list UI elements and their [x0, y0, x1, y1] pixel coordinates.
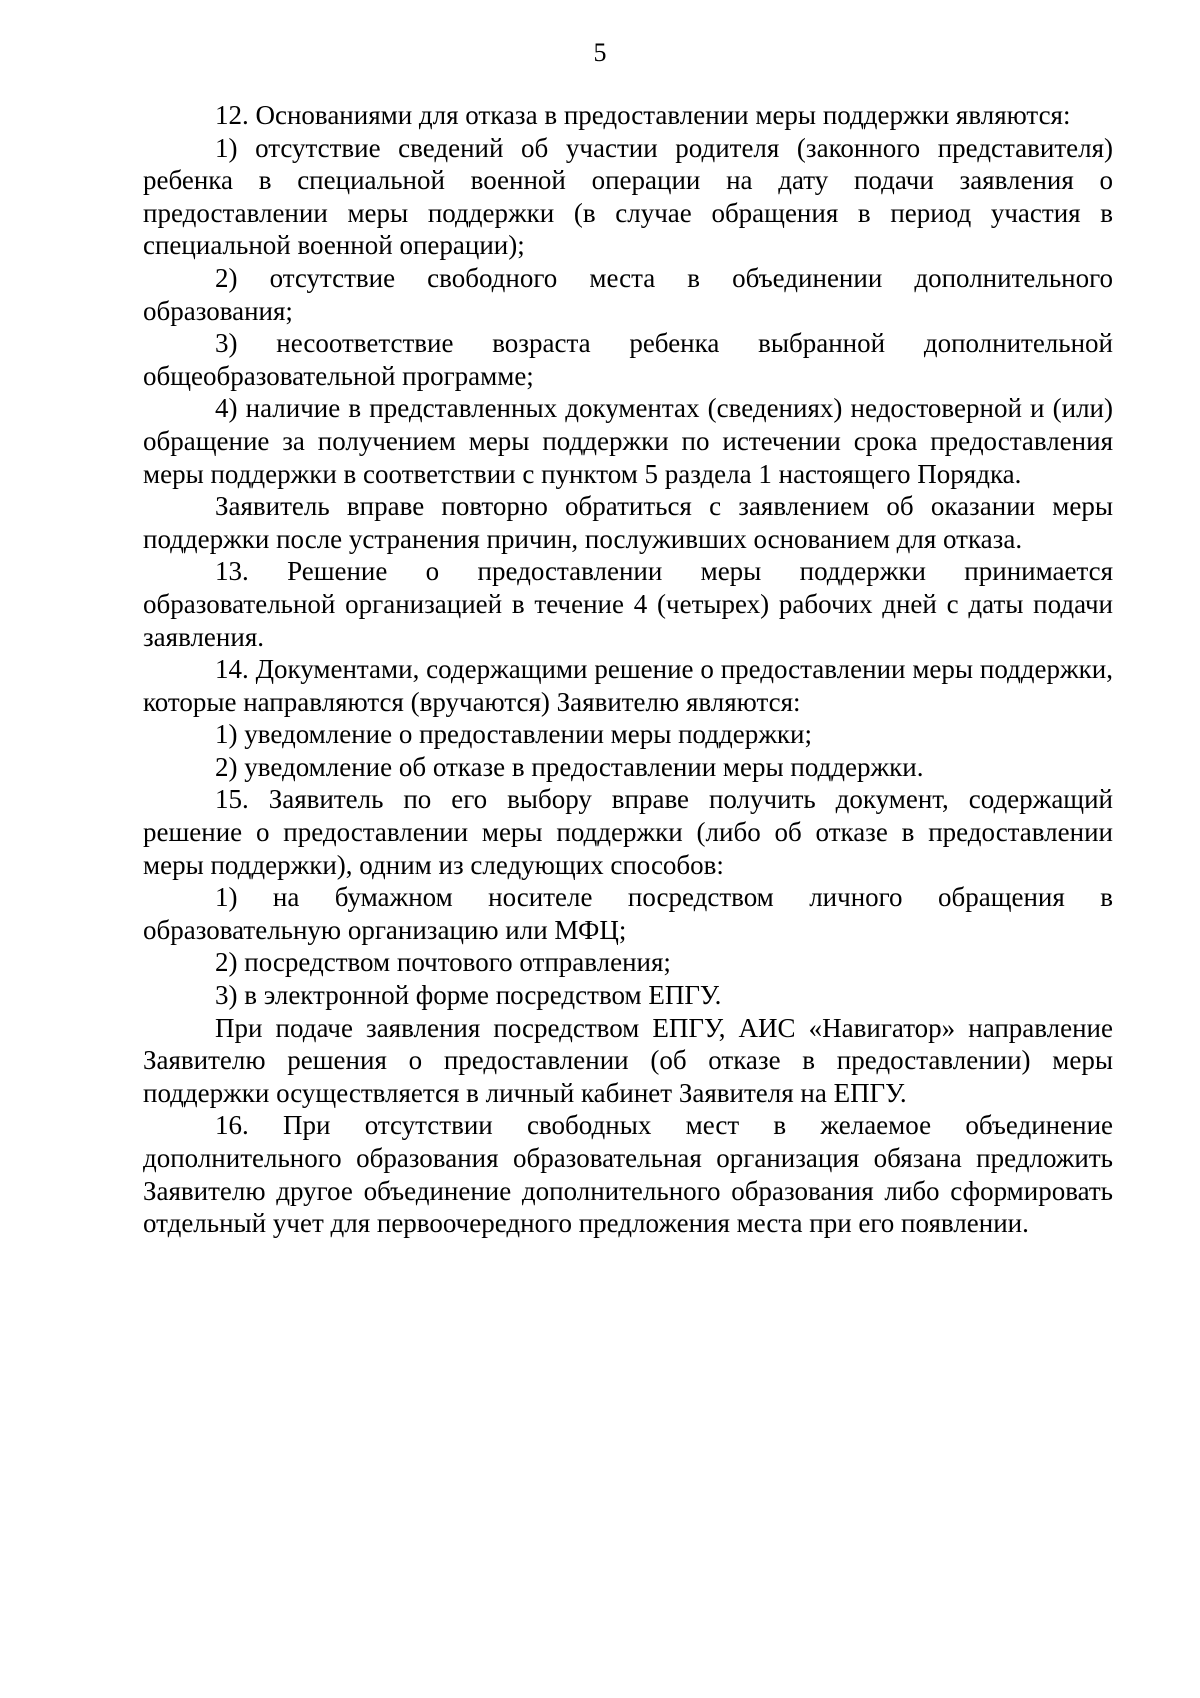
- paragraph-14-item-2: 2) уведомление об отказе в предоставлении меры поддержки.: [215, 751, 924, 782]
- paragraph-12-item-3: 3) несоответствие возраста ребенка выбранной дополнительной общеобразовательной программе;: [143, 328, 1113, 391]
- paragraph-12-heading: 12. Основаниями для отказа в предоставлении меры поддержки являются:: [215, 100, 1071, 130]
- paragraph-12-item-2: 2) отсутствие свободного места в объединении дополнительного образования;: [143, 262, 1113, 326]
- paragraph-13: 13. Решение о предоставлении меры поддержки принимается образовательной организацией в течение 4 (четырех) рабочих дней с даты подачи заявления.: [143, 556, 1113, 652]
- page-number: 5: [593, 38, 607, 67]
- paragraph-15-note: При подаче заявления посредством ЕПГУ, АИС «Навигатор» направление Заявителю решения о предоставлении (об отказе в предоставлении) меры поддержки осуществляется в личный кабинет Заявителя на ЕПГУ.: [143, 1012, 1113, 1108]
- paragraph-15-item-3: 3) в электронной форме посредством ЕПГУ.: [215, 980, 722, 1011]
- paragraph-12-note: Заявитель вправе повторно обратиться с заявлением об оказании меры поддержки после устранения причин, послуживших основанием для отказа.: [143, 491, 1113, 554]
- document-body: [143, 99, 1113, 1240]
- paragraph-12-item-1: 1) отсутствие сведений об участии родителя (законного представителя) ребенка в специальной военной операции на дату подачи заявления о предоставлении меры поддержки (в случае обращения в период участия в специальной военной операции);: [143, 132, 1113, 261]
- paragraph-15-item-2: 2) посредством почтового отправления;: [215, 947, 671, 978]
- paragraph-15-heading: 15. Заявитель по его выбору вправе получить документ, содержащий решение о предоставлении меры поддержки (либо об отказе в предоставлении меры поддержки), одним из следующих способов:: [143, 784, 1113, 880]
- paragraph-12-item-4: 4) наличие в представленных документах (сведениях) недостоверной и (или) обращение за получением меры поддержки по истечении срока предоставления меры поддержки в соответствии с пунктом 5 раздела 1 настоящего Порядка.: [143, 393, 1113, 489]
- paragraph-14-heading: 14. Документами, содержащими решение о предоставлении меры поддержки, которые направляются (вручаются) Заявителю являются:: [143, 654, 1113, 717]
- paragraph-16: 16. При отсутствии свободных мест в желаемое объединение дополнительного образования образовательная организация обязана предложить Заявителю другое объединение дополнительного образования либо сформировать отдельный учет для первоочередного предложения места при его появлении.: [143, 1110, 1113, 1239]
- paragraph-14-item-1: 1) уведомление о предоставлении меры поддержки;: [215, 719, 812, 750]
- paragraph-15-item-1: 1) на бумажном носителе посредством личного обращения в образовательную организацию или МФЦ;: [143, 882, 1113, 945]
